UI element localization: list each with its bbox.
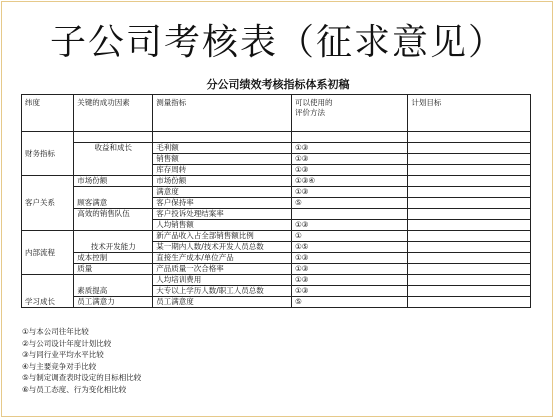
cell-measure: 大专以上学历人数/职工人员总数 xyxy=(153,286,292,297)
cell-target xyxy=(408,165,531,176)
cell-target xyxy=(408,209,531,220)
cell-method: ①③ xyxy=(291,253,407,264)
note-item: ④与主要竞争对手比较 xyxy=(22,361,97,371)
cell-factor: 高效的销售队伍 xyxy=(74,209,153,231)
page-title: 子公司考核表（征求意见） xyxy=(49,22,506,63)
cell-measure: 客户投诉处理结案率 xyxy=(153,209,292,220)
cell-target xyxy=(408,253,531,264)
kpi-table xyxy=(21,94,531,308)
cell-measure: 销售额 xyxy=(153,154,292,165)
header-plan-target: 计划目标 xyxy=(408,95,531,132)
cell-dimension: 学习成长 xyxy=(22,275,74,308)
table-subtitle: 分公司绩效考核指标体系初稿 xyxy=(206,78,350,91)
cell-factor: 成本控制 xyxy=(74,253,153,264)
cell-factor: 技术开发能力 xyxy=(74,231,153,253)
cell-method: ①③ xyxy=(291,165,407,176)
cell-method: ①③ xyxy=(291,143,407,154)
cell-target xyxy=(408,231,531,242)
cell-measure: 客户保持率 xyxy=(153,198,292,209)
cell-factor: 顾客满意 xyxy=(74,187,153,209)
table-row xyxy=(22,253,531,264)
cell-measure: 人均销售额 xyxy=(153,220,292,231)
table-row xyxy=(22,176,531,187)
cell-method: ①⑤ xyxy=(291,242,407,253)
cell-method: ①③ xyxy=(291,220,407,231)
cell-method xyxy=(291,209,407,220)
cell-factor: 收益和成长 xyxy=(74,143,153,176)
cell-measure: 毛利额 xyxy=(153,143,292,154)
cell-dimension: 客户关系 xyxy=(22,176,74,231)
table-row xyxy=(22,209,531,220)
cell-method: ①③ xyxy=(291,286,407,297)
cell-measure: 某一期内人数/技术开发人员总数 xyxy=(153,242,292,253)
table-header-row xyxy=(22,95,531,132)
cell-target xyxy=(408,297,531,308)
cell-measure: 人均培训费用 xyxy=(153,275,292,286)
cell-target xyxy=(408,275,531,286)
cell-measure: 新产品收入占全部销售额比例 xyxy=(153,231,292,242)
cell-measure: 产品质量一次合格率 xyxy=(153,264,292,275)
cell-method: ①③④ xyxy=(291,176,407,187)
cell-target xyxy=(408,176,531,187)
header-dimension: 纬度 xyxy=(22,95,74,132)
cell-measure: 库存周转 xyxy=(153,165,292,176)
cell-target xyxy=(408,286,531,297)
cell-target xyxy=(408,264,531,275)
cell-dimension: 财务指标 xyxy=(22,132,74,176)
cell-method: ①③ xyxy=(291,154,407,165)
cell-measure: 市场份额 xyxy=(153,176,292,187)
table-row xyxy=(22,143,531,154)
cell-measure: 员工满意度 xyxy=(153,297,292,308)
cell-target xyxy=(408,198,531,209)
cell-target xyxy=(408,143,531,154)
cell-factor xyxy=(74,132,153,143)
cell-method: ⑤ xyxy=(291,198,407,209)
table-row xyxy=(22,275,531,286)
cell-target xyxy=(408,187,531,198)
note-item: ③与同行业平均水平比较 xyxy=(22,350,104,359)
cell-target xyxy=(408,132,531,143)
cell-method xyxy=(291,132,407,143)
notes-list xyxy=(22,326,141,395)
cell-factor: 员工满意力 xyxy=(74,297,153,308)
cell-factor: 市场份额 xyxy=(74,176,153,187)
header-measure: 测量指标 xyxy=(153,95,292,132)
table-row xyxy=(22,187,531,198)
table-row xyxy=(22,264,531,275)
cell-target xyxy=(408,154,531,165)
note-item: ②与公司设计年度计划比较 xyxy=(22,338,112,348)
cell-measure xyxy=(153,132,292,143)
cell-dimension: 内部流程 xyxy=(22,231,74,275)
cell-method: ①③ xyxy=(291,275,407,286)
table-row xyxy=(22,132,531,143)
cell-measure: 直接生产成本/单位产品 xyxy=(153,253,292,264)
table-row xyxy=(22,297,531,308)
header-success-factor: 关键的成功因素 xyxy=(74,95,153,132)
cell-method: ①③ xyxy=(291,187,407,198)
table-row xyxy=(22,231,531,242)
cell-method: ①③ xyxy=(291,264,407,275)
cell-target xyxy=(408,220,531,231)
note-item: ⑥与员工态度、行为变化相比较 xyxy=(22,384,127,394)
note-item: ⑤与制定调查表时设定的目标相比较 xyxy=(22,373,142,382)
cell-factor: 质量 xyxy=(74,264,153,275)
header-evaluation-method: 可以使用的 评价方法 xyxy=(291,95,407,132)
cell-target xyxy=(408,242,531,253)
cell-method: ⑤ xyxy=(291,297,407,308)
cell-method: ① xyxy=(291,231,407,242)
cell-measure: 满意度 xyxy=(153,187,292,198)
note-item: ①与本公司往年比较 xyxy=(22,327,89,336)
cell-factor: 素质提高 xyxy=(74,275,153,297)
